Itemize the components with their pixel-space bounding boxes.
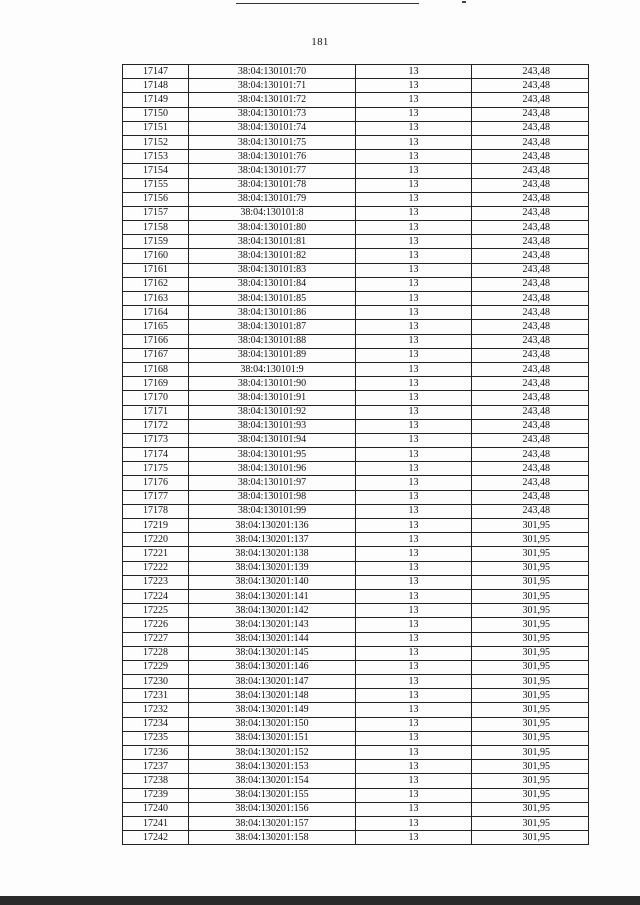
value-cell: 301,95 (472, 547, 589, 561)
table-row (123, 589, 589, 603)
cadastral-number-cell: 38:04:130101:91 (189, 391, 356, 405)
value-cell: 243,48 (472, 121, 589, 135)
quantity-cell: 13 (356, 249, 472, 263)
row-number-cell: 17171 (123, 405, 189, 419)
value-cell: 243,48 (472, 419, 589, 433)
table-row (123, 802, 589, 816)
scan-edge (0, 896, 640, 905)
table-row (123, 632, 589, 646)
value-cell: 301,95 (472, 774, 589, 788)
cadastral-number-cell: 38:04:130201:148 (189, 689, 356, 703)
row-number-cell: 17168 (123, 362, 189, 376)
table-row (123, 192, 589, 206)
row-number-cell: 17175 (123, 462, 189, 476)
row-number-cell: 17166 (123, 334, 189, 348)
quantity-cell: 13 (356, 405, 472, 419)
table-row (123, 221, 589, 235)
cadastral-number-cell: 38:04:130101:76 (189, 150, 356, 164)
table-row (123, 448, 589, 462)
quantity-cell: 13 (356, 221, 472, 235)
table-row (123, 788, 589, 802)
cadastral-number-cell: 38:04:130101:80 (189, 221, 356, 235)
cadastral-number-cell: 38:04:130201:143 (189, 618, 356, 632)
row-number-cell: 17223 (123, 575, 189, 589)
cadastral-number-cell: 38:04:130201:146 (189, 660, 356, 674)
value-cell: 243,48 (472, 263, 589, 277)
quantity-cell: 13 (356, 433, 472, 447)
table-row (123, 206, 589, 220)
cadastral-number-cell: 38:04:130101:93 (189, 419, 356, 433)
row-number-cell: 17154 (123, 164, 189, 178)
value-cell: 243,48 (472, 65, 589, 79)
table-row (123, 178, 589, 192)
row-number-cell: 17173 (123, 433, 189, 447)
cadastral-number-cell: 38:04:130101:99 (189, 504, 356, 518)
value-cell: 243,48 (472, 178, 589, 192)
quantity-cell: 13 (356, 348, 472, 362)
cadastral-number-cell: 38:04:130201:138 (189, 547, 356, 561)
quantity-cell: 13 (356, 490, 472, 504)
value-cell: 301,95 (472, 731, 589, 745)
row-number-cell: 17167 (123, 348, 189, 362)
value-cell: 301,95 (472, 618, 589, 632)
quantity-cell: 13 (356, 802, 472, 816)
cadastral-number-cell: 38:04:130201:137 (189, 533, 356, 547)
cadastral-number-cell: 38:04:130101:74 (189, 121, 356, 135)
header-mark (462, 1, 466, 3)
row-number-cell: 17226 (123, 618, 189, 632)
row-number-cell: 17176 (123, 476, 189, 490)
quantity-cell: 13 (356, 675, 472, 689)
quantity-cell: 13 (356, 192, 472, 206)
quantity-cell: 13 (356, 135, 472, 149)
table-row (123, 462, 589, 476)
table-row (123, 703, 589, 717)
table-row (123, 476, 589, 490)
value-cell: 301,95 (472, 689, 589, 703)
row-number-cell: 17229 (123, 660, 189, 674)
cadastral-number-cell: 38:04:130201:154 (189, 774, 356, 788)
quantity-cell: 13 (356, 121, 472, 135)
value-cell: 243,48 (472, 476, 589, 490)
cadastral-number-cell: 38:04:130101:9 (189, 362, 356, 376)
quantity-cell: 13 (356, 377, 472, 391)
quantity-cell: 13 (356, 292, 472, 306)
table-row (123, 249, 589, 263)
quantity-cell: 13 (356, 79, 472, 93)
quantity-cell: 13 (356, 65, 472, 79)
cadastral-number-cell: 38:04:130101:85 (189, 292, 356, 306)
value-cell: 243,48 (472, 249, 589, 263)
cadastral-number-cell: 38:04:130201:156 (189, 802, 356, 816)
cadastral-number-cell: 38:04:130201:155 (189, 788, 356, 802)
value-cell: 301,95 (472, 788, 589, 802)
quantity-cell: 13 (356, 334, 472, 348)
value-cell: 243,48 (472, 135, 589, 149)
cadastral-number-cell: 38:04:130101:87 (189, 320, 356, 334)
value-cell: 243,48 (472, 192, 589, 206)
row-number-cell: 17224 (123, 589, 189, 603)
table-row (123, 263, 589, 277)
table-row (123, 419, 589, 433)
cadastral-number-cell: 38:04:130201:147 (189, 675, 356, 689)
value-cell: 243,48 (472, 334, 589, 348)
row-number-cell: 17225 (123, 604, 189, 618)
row-number-cell: 17236 (123, 746, 189, 760)
table-row (123, 135, 589, 149)
value-cell: 301,95 (472, 660, 589, 674)
row-number-cell: 17159 (123, 235, 189, 249)
quantity-cell: 13 (356, 107, 472, 121)
table-row (123, 547, 589, 561)
row-number-cell: 17242 (123, 831, 189, 845)
row-number-cell: 17156 (123, 192, 189, 206)
value-cell: 243,48 (472, 504, 589, 518)
row-number-cell: 17153 (123, 150, 189, 164)
row-number-cell: 17231 (123, 689, 189, 703)
table-row (123, 731, 589, 745)
row-number-cell: 17240 (123, 802, 189, 816)
cadastral-number-cell: 38:04:130101:88 (189, 334, 356, 348)
quantity-cell: 13 (356, 717, 472, 731)
value-cell: 301,95 (472, 675, 589, 689)
quantity-cell: 13 (356, 561, 472, 575)
value-cell: 301,95 (472, 589, 589, 603)
cadastral-number-cell: 38:04:130101:81 (189, 235, 356, 249)
table-row (123, 320, 589, 334)
value-cell: 243,48 (472, 433, 589, 447)
row-number-cell: 17235 (123, 731, 189, 745)
cadastral-number-cell: 38:04:130101:75 (189, 135, 356, 149)
quantity-cell: 13 (356, 93, 472, 107)
value-cell: 243,48 (472, 277, 589, 291)
table-row (123, 433, 589, 447)
value-cell: 301,95 (472, 575, 589, 589)
row-number-cell: 17170 (123, 391, 189, 405)
value-cell: 243,48 (472, 462, 589, 476)
value-cell: 301,95 (472, 717, 589, 731)
data-table (122, 64, 589, 845)
cadastral-number-cell: 38:04:130101:89 (189, 348, 356, 362)
row-number-cell: 17163 (123, 292, 189, 306)
quantity-cell: 13 (356, 164, 472, 178)
cadastral-number-cell: 38:04:130201:157 (189, 816, 356, 830)
table-row (123, 561, 589, 575)
row-number-cell: 17158 (123, 221, 189, 235)
quantity-cell: 13 (356, 632, 472, 646)
table-row (123, 150, 589, 164)
table-row (123, 377, 589, 391)
value-cell: 243,48 (472, 292, 589, 306)
row-number-cell: 17237 (123, 760, 189, 774)
table-row (123, 65, 589, 79)
cadastral-number-cell: 38:04:130101:71 (189, 79, 356, 93)
quantity-cell: 13 (356, 788, 472, 802)
value-cell: 301,95 (472, 831, 589, 845)
cadastral-number-cell: 38:04:130101:83 (189, 263, 356, 277)
quantity-cell: 13 (356, 604, 472, 618)
value-cell: 301,95 (472, 703, 589, 717)
cadastral-number-cell: 38:04:130201:141 (189, 589, 356, 603)
quantity-cell: 13 (356, 689, 472, 703)
table-row (123, 93, 589, 107)
row-number-cell: 17178 (123, 504, 189, 518)
quantity-cell: 13 (356, 448, 472, 462)
row-number-cell: 17228 (123, 646, 189, 660)
value-cell: 243,48 (472, 235, 589, 249)
row-number-cell: 17155 (123, 178, 189, 192)
quantity-cell: 13 (356, 618, 472, 632)
cadastral-number-cell: 38:04:130201:145 (189, 646, 356, 660)
cadastral-number-cell: 38:04:130201:153 (189, 760, 356, 774)
table-row (123, 660, 589, 674)
row-number-cell: 17174 (123, 448, 189, 462)
value-cell: 243,48 (472, 391, 589, 405)
table-row (123, 504, 589, 518)
cadastral-number-cell: 38:04:130101:78 (189, 178, 356, 192)
cadastral-number-cell: 38:04:130201:144 (189, 632, 356, 646)
page-number: 181 (311, 36, 329, 48)
value-cell: 301,95 (472, 604, 589, 618)
quantity-cell: 13 (356, 235, 472, 249)
table-row (123, 675, 589, 689)
value-cell: 243,48 (472, 221, 589, 235)
value-cell: 243,48 (472, 490, 589, 504)
quantity-cell: 13 (356, 575, 472, 589)
row-number-cell: 17151 (123, 121, 189, 135)
quantity-cell: 13 (356, 150, 472, 164)
header-rule (236, 3, 419, 4)
cadastral-number-cell: 38:04:130201:158 (189, 831, 356, 845)
row-number-cell: 17222 (123, 561, 189, 575)
cadastral-number-cell: 38:04:130201:139 (189, 561, 356, 575)
row-number-cell: 17177 (123, 490, 189, 504)
table-row (123, 774, 589, 788)
row-number-cell: 17157 (123, 206, 189, 220)
value-cell: 301,95 (472, 632, 589, 646)
value-cell: 243,48 (472, 164, 589, 178)
value-cell: 243,48 (472, 362, 589, 376)
quantity-cell: 13 (356, 206, 472, 220)
row-number-cell: 17148 (123, 79, 189, 93)
quantity-cell: 13 (356, 646, 472, 660)
quantity-cell: 13 (356, 462, 472, 476)
cadastral-number-cell: 38:04:130101:8 (189, 206, 356, 220)
value-cell: 243,48 (472, 206, 589, 220)
table-row (123, 362, 589, 376)
quantity-cell: 13 (356, 391, 472, 405)
value-cell: 243,48 (472, 448, 589, 462)
value-cell: 243,48 (472, 320, 589, 334)
row-number-cell: 17160 (123, 249, 189, 263)
cadastral-number-cell: 38:04:130201:152 (189, 746, 356, 760)
table-row (123, 391, 589, 405)
row-number-cell: 17221 (123, 547, 189, 561)
cadastral-number-cell: 38:04:130101:84 (189, 277, 356, 291)
table-row (123, 334, 589, 348)
quantity-cell: 13 (356, 362, 472, 376)
quantity-cell: 13 (356, 519, 472, 533)
table-row (123, 292, 589, 306)
row-number-cell: 17230 (123, 675, 189, 689)
cadastral-number-cell: 38:04:130101:82 (189, 249, 356, 263)
value-cell: 301,95 (472, 561, 589, 575)
table-row (123, 405, 589, 419)
value-cell: 243,48 (472, 79, 589, 93)
value-cell: 301,95 (472, 760, 589, 774)
value-cell: 243,48 (472, 348, 589, 362)
value-cell: 243,48 (472, 93, 589, 107)
table-row (123, 760, 589, 774)
value-cell: 301,95 (472, 802, 589, 816)
value-cell: 243,48 (472, 377, 589, 391)
quantity-cell: 13 (356, 589, 472, 603)
row-number-cell: 17234 (123, 717, 189, 731)
table-row (123, 79, 589, 93)
row-number-cell: 17227 (123, 632, 189, 646)
cadastral-number-cell: 38:04:130101:94 (189, 433, 356, 447)
cadastral-number-cell: 38:04:130101:72 (189, 93, 356, 107)
table-row (123, 746, 589, 760)
cadastral-number-cell: 38:04:130101:79 (189, 192, 356, 206)
row-number-cell: 17169 (123, 377, 189, 391)
value-cell: 243,48 (472, 150, 589, 164)
cadastral-number-cell: 38:04:130101:73 (189, 107, 356, 121)
row-number-cell: 17147 (123, 65, 189, 79)
table-row (123, 306, 589, 320)
table-body (123, 65, 589, 845)
cadastral-number-cell: 38:04:130201:150 (189, 717, 356, 731)
table-row (123, 490, 589, 504)
value-cell: 243,48 (472, 306, 589, 320)
quantity-cell: 13 (356, 277, 472, 291)
quantity-cell: 13 (356, 760, 472, 774)
value-cell: 301,95 (472, 646, 589, 660)
row-number-cell: 17239 (123, 788, 189, 802)
table-row (123, 618, 589, 632)
table-row (123, 277, 589, 291)
value-cell: 243,48 (472, 107, 589, 121)
quantity-cell: 13 (356, 746, 472, 760)
quantity-cell: 13 (356, 306, 472, 320)
table-row (123, 519, 589, 533)
cadastral-number-cell: 38:04:130201:151 (189, 731, 356, 745)
quantity-cell: 13 (356, 816, 472, 830)
quantity-cell: 13 (356, 419, 472, 433)
cadastral-number-cell: 38:04:130101:95 (189, 448, 356, 462)
table-row (123, 348, 589, 362)
quantity-cell: 13 (356, 320, 472, 334)
quantity-cell: 13 (356, 476, 472, 490)
quantity-cell: 13 (356, 774, 472, 788)
row-number-cell: 17150 (123, 107, 189, 121)
row-number-cell: 17149 (123, 93, 189, 107)
table-row (123, 816, 589, 830)
quantity-cell: 13 (356, 660, 472, 674)
cadastral-number-cell: 38:04:130201:140 (189, 575, 356, 589)
value-cell: 301,95 (472, 746, 589, 760)
table-row (123, 717, 589, 731)
table-row (123, 533, 589, 547)
table-row (123, 121, 589, 135)
cadastral-number-cell: 38:04:130101:97 (189, 476, 356, 490)
quantity-cell: 13 (356, 703, 472, 717)
cadastral-number-cell: 38:04:130201:149 (189, 703, 356, 717)
quantity-cell: 13 (356, 547, 472, 561)
cadastral-number-cell: 38:04:130101:77 (189, 164, 356, 178)
quantity-cell: 13 (356, 831, 472, 845)
cadastral-number-cell: 38:04:130101:98 (189, 490, 356, 504)
cadastral-number-cell: 38:04:130101:92 (189, 405, 356, 419)
cadastral-number-cell: 38:04:130101:86 (189, 306, 356, 320)
row-number-cell: 17219 (123, 519, 189, 533)
row-number-cell: 17164 (123, 306, 189, 320)
quantity-cell: 13 (356, 263, 472, 277)
row-number-cell: 17220 (123, 533, 189, 547)
quantity-cell: 13 (356, 504, 472, 518)
quantity-cell: 13 (356, 533, 472, 547)
table-row (123, 646, 589, 660)
cadastral-number-cell: 38:04:130201:136 (189, 519, 356, 533)
cadastral-number-cell: 38:04:130101:70 (189, 65, 356, 79)
row-number-cell: 17152 (123, 135, 189, 149)
value-cell: 301,95 (472, 519, 589, 533)
table-row (123, 689, 589, 703)
row-number-cell: 17162 (123, 277, 189, 291)
row-number-cell: 17238 (123, 774, 189, 788)
quantity-cell: 13 (356, 731, 472, 745)
table-row (123, 575, 589, 589)
table-row (123, 164, 589, 178)
cadastral-number-cell: 38:04:130201:142 (189, 604, 356, 618)
value-cell: 301,95 (472, 533, 589, 547)
row-number-cell: 17161 (123, 263, 189, 277)
value-cell: 301,95 (472, 816, 589, 830)
value-cell: 243,48 (472, 405, 589, 419)
row-number-cell: 17232 (123, 703, 189, 717)
row-number-cell: 17172 (123, 419, 189, 433)
row-number-cell: 17165 (123, 320, 189, 334)
table-row (123, 604, 589, 618)
cadastral-number-cell: 38:04:130101:96 (189, 462, 356, 476)
table-row (123, 107, 589, 121)
table-row (123, 831, 589, 845)
table-row (123, 235, 589, 249)
cadastral-number-cell: 38:04:130101:90 (189, 377, 356, 391)
row-number-cell: 17241 (123, 816, 189, 830)
quantity-cell: 13 (356, 178, 472, 192)
